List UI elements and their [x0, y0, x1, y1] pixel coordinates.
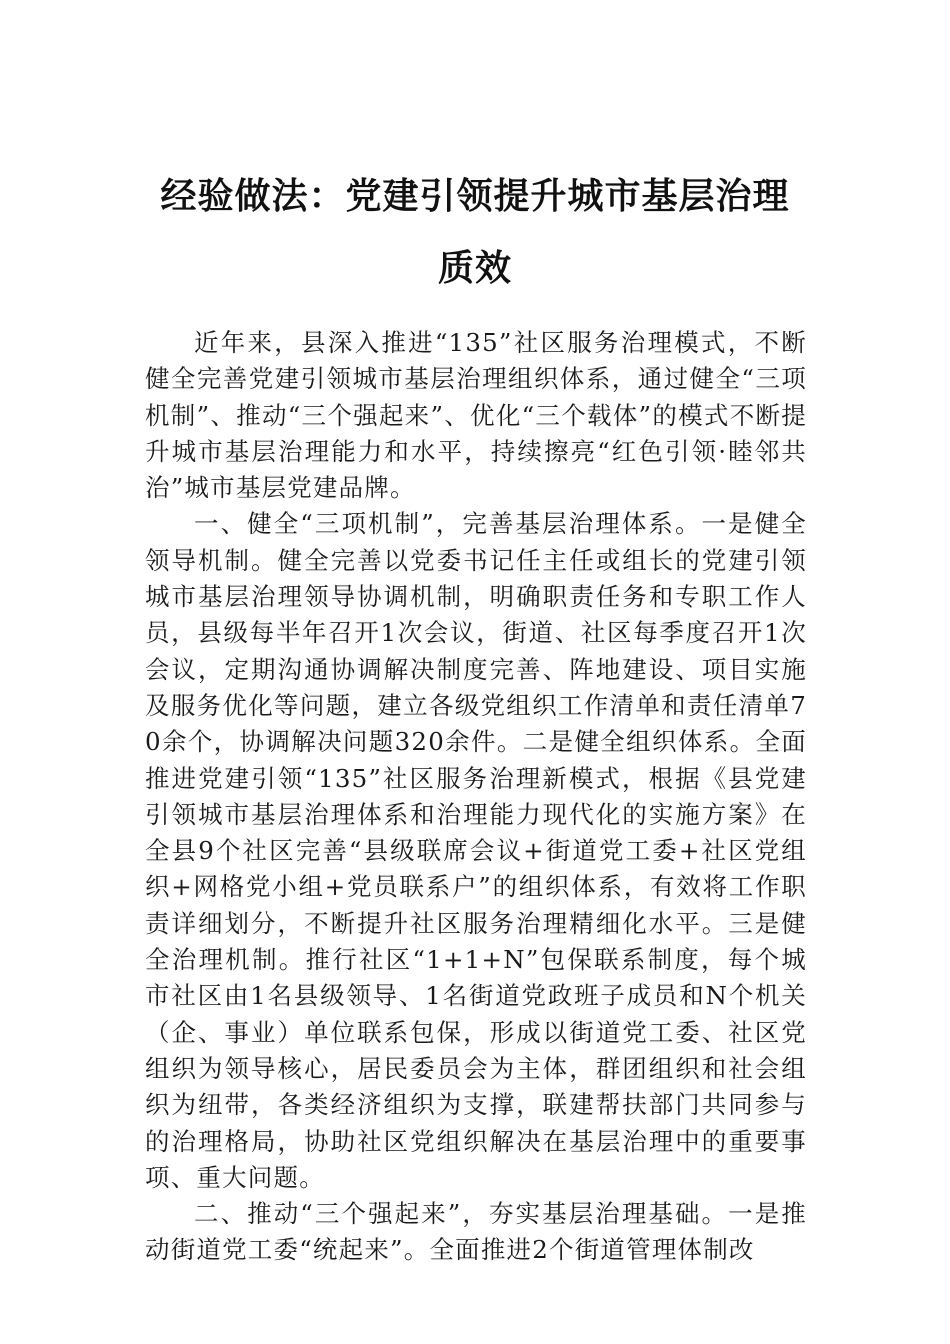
paragraph-section-one: 一、健全“三项机制”，完善基层治理体系。一是健全领导机制。健全完善以党委书记任主任或组长的党建引领城市基层治理领导协调机制，明确职责任务和专职工作人员，县级每半年召开1次会议，街道、社区每季度召开1次会议，定期沟通协调解决制度完善、阵地建设、项目实施及服务优化等问题，建立各级党组织工作清单和责任清单70余个，协调解决问题320余件。二是健全组织体系。全面推进党建引领“135”社区服务治理新模式，根据《县党建引领城市基层治理体系和治理能力现代化的实施方案》在全县9个社区完善“县级联席会议+街道党工委+社区党组织+网格党小组+党员联系户”的组织体系，有效将工作职责详细划分，不断提升社区服务治理精细化水平。三是健全治理机制。推行社区“1+1+N”包保联系制度，每个城市社区由1名县级领导、1名街道党政班子成员和N个机关（企、事业）单位联系包保，形成以街道党工委、社区党组织为领导核心，居民委员会为主体，群团组织和社会组织为纽带，各类经济组织为支撑，联建帮扶部门共同参与的治理格局，协助社区党组织解决在基层治理中的重要事项、重大问题。 [145, 509, 807, 1192]
paragraph-section-two: 二、推动“三个强起来”，夯实基层治理基础。一是推动街道党工委“统起来”。全面推进2个街道管理体制改 [145, 1199, 807, 1265]
document-title: 经验做法：党建引领提升城市基层治理质效 [160, 175, 790, 289]
paragraph-intro: 近年来，县深入推进“135”社区服务治理模式，不断健全完善党建引领城市基层治理组织体系，通过健全“三项机制”、推动“三个强起来”、优化“三个载体”的模式不断提升城市基层治理能力和水平，持续擦亮“红色引领·睦邻共治”城市基层党建品牌。 [145, 328, 807, 503]
document-body [145, 325, 807, 1269]
